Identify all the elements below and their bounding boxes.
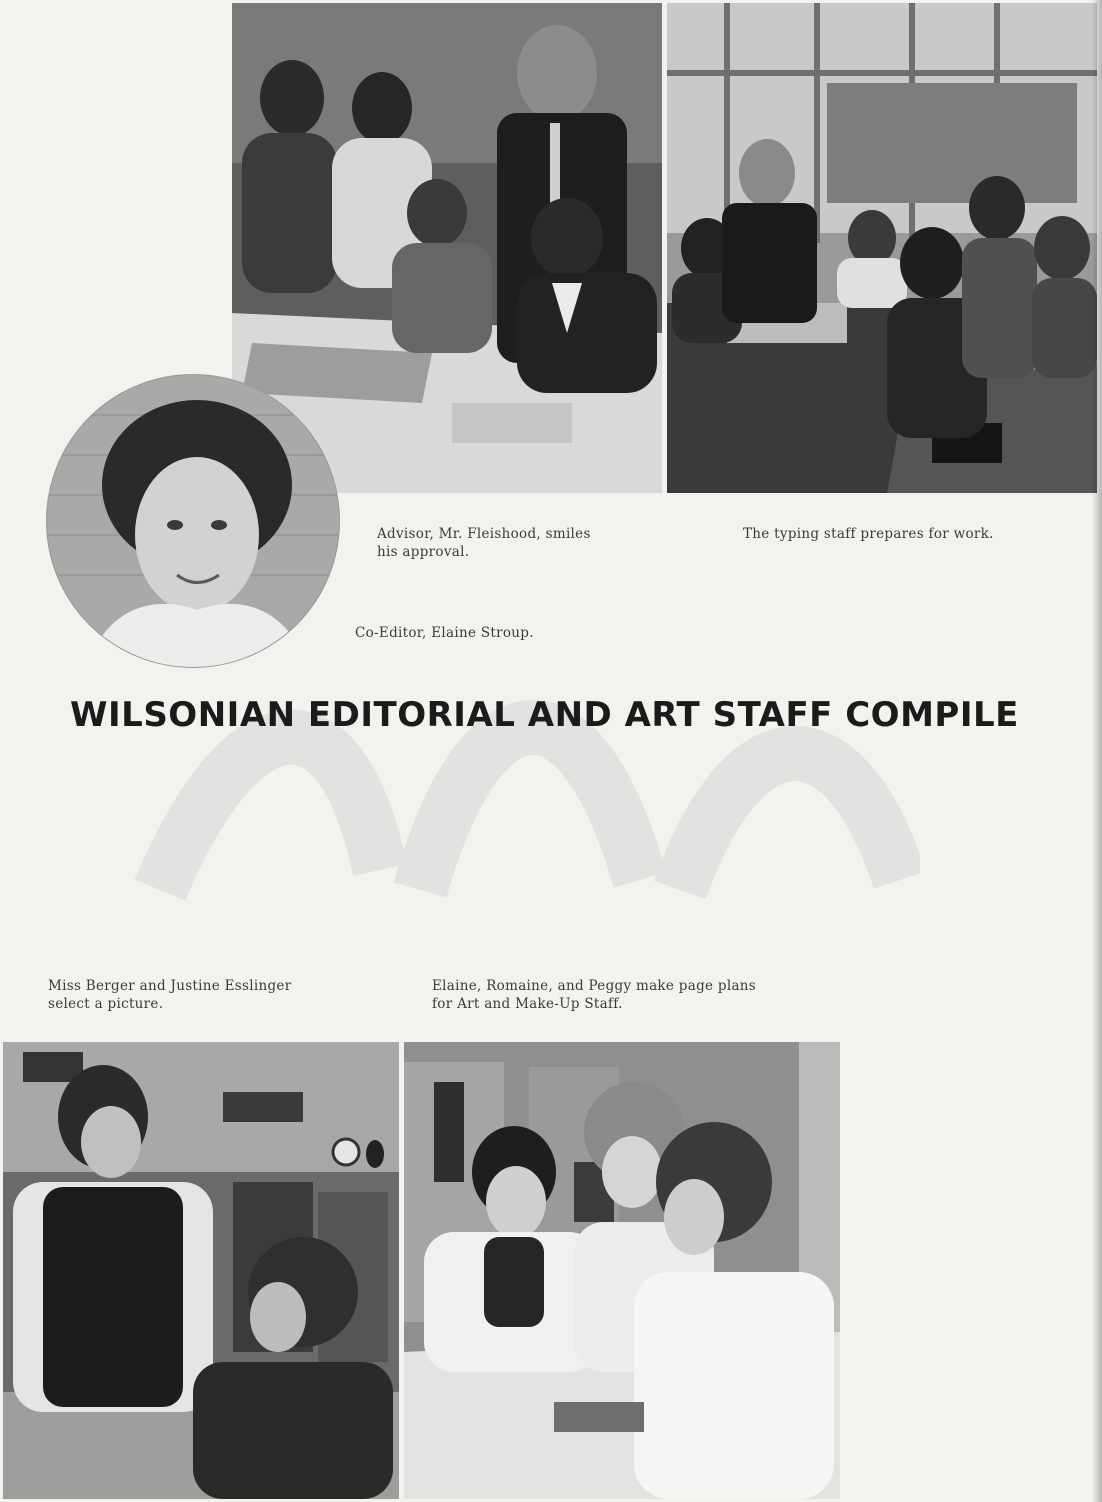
caption-typing-text: The typing staff prepares for work.: [743, 526, 994, 542]
caption-coeditor-text: Co-Editor, Elaine Stroup.: [355, 625, 534, 641]
caption-typing: [743, 525, 1063, 543]
portrait-coeditor: [46, 374, 340, 668]
caption-advisor: [377, 525, 647, 561]
caption-page-plans-line2: for Art and Make-Up Staff.: [432, 996, 623, 1012]
caption-coeditor: [355, 624, 615, 642]
photo-typing-staff: [667, 3, 1097, 493]
caption-page-plans: [432, 977, 852, 1013]
caption-berger-line2: select a picture.: [48, 996, 164, 1012]
caption-advisor-line2: his approval.: [377, 544, 470, 560]
background-watermark: [120, 640, 920, 940]
photo-page-plans: [404, 1042, 840, 1499]
page-headline: WILSONIAN EDITORIAL AND ART STAFF COMPILE: [70, 695, 1019, 735]
caption-advisor-line1: Advisor, Mr. Fleishood, smiles: [377, 526, 591, 542]
photo-berger-esslinger: [3, 1042, 399, 1499]
caption-berger-line1: Miss Berger and Justine Esslinger: [48, 978, 292, 994]
caption-berger: [48, 977, 378, 1013]
caption-page-plans-line1: Elaine, Romaine, and Peggy make page plans: [432, 978, 757, 994]
page-edge-shadow: [1092, 0, 1102, 1502]
